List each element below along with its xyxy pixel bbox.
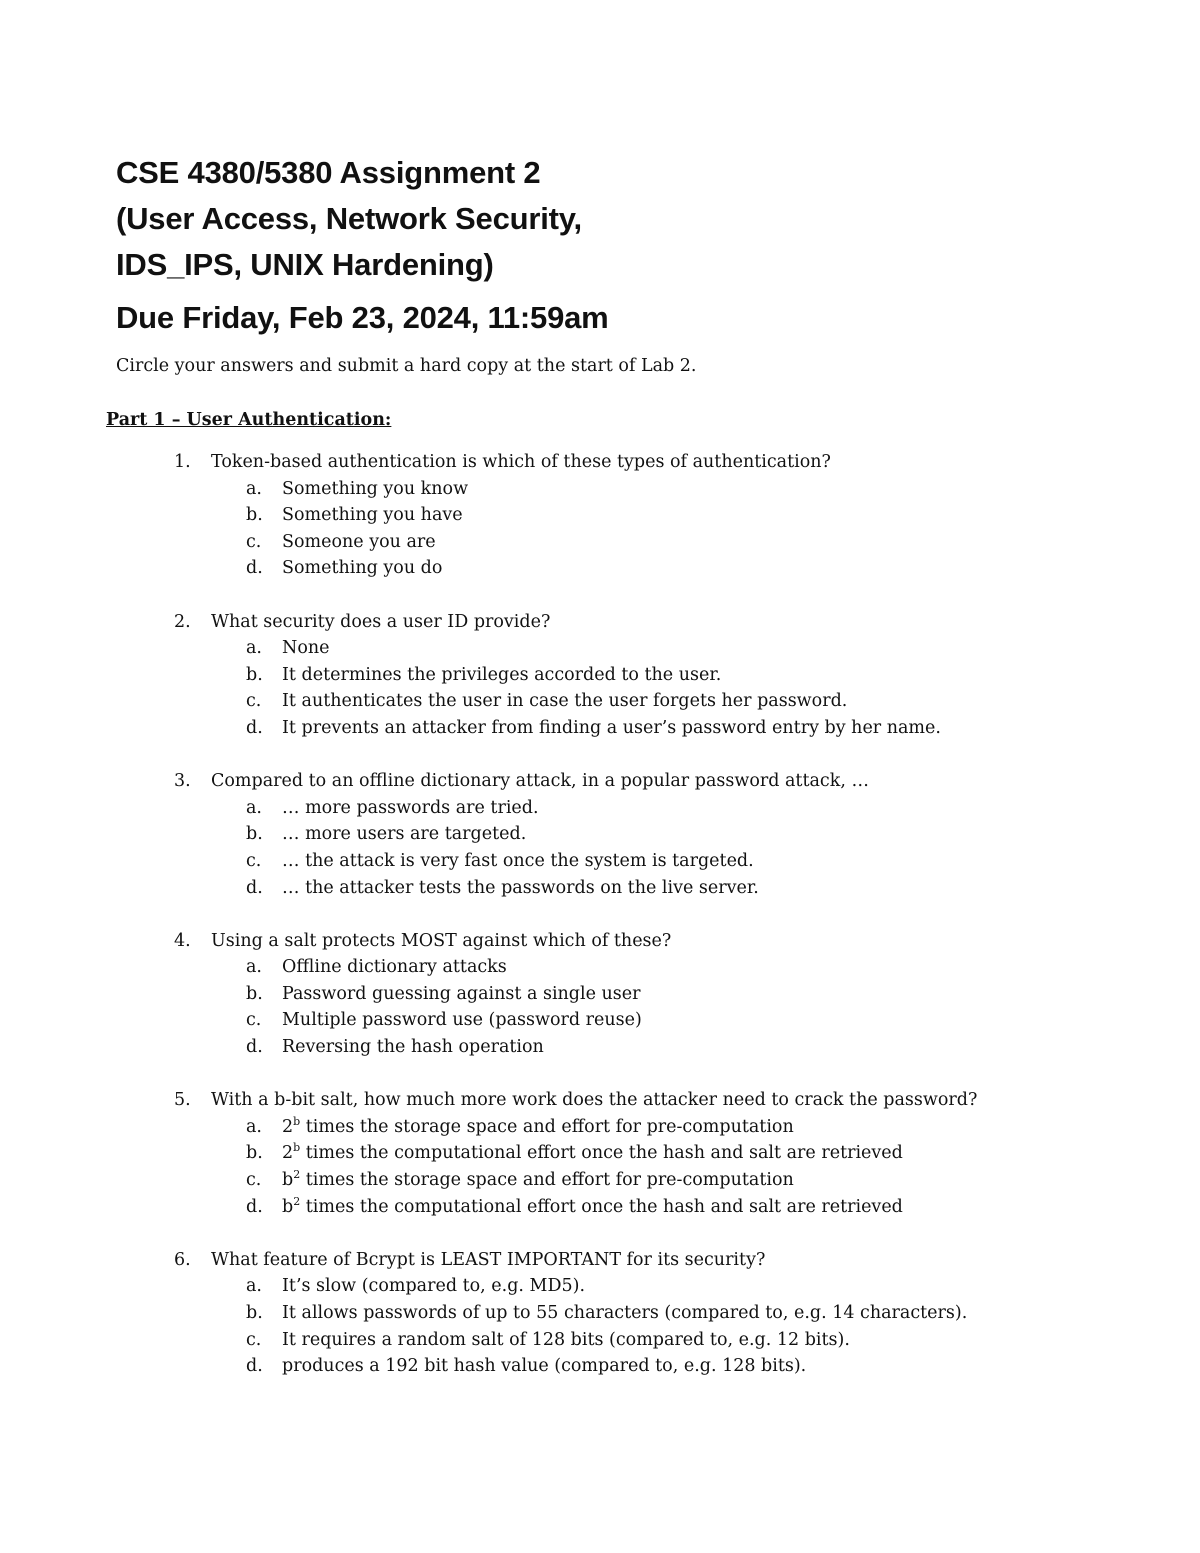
option-letter: a.	[246, 1116, 262, 1137]
option-text: … more passwords are tried.	[282, 797, 539, 818]
option-text: Multiple password use (password reuse)	[282, 1010, 642, 1031]
option-text: It prevents an attacker from finding a user’s password entry by her name.	[282, 717, 941, 738]
option-letter: a.	[246, 797, 262, 818]
exponent: b	[293, 1114, 301, 1128]
exponent: b	[293, 1141, 301, 1155]
question-number: 1.	[174, 452, 191, 472]
question-5	[0, 1087, 1200, 1220]
option-text: It requires a random salt of 128 bits (compared to, e.g. 12 bits).	[282, 1329, 850, 1350]
answer-option-d[interactable]	[0, 555, 1200, 582]
exponent: 2	[293, 1168, 301, 1182]
question-text: Compared to an offline dictionary attack, in a popular password attack, …	[211, 771, 869, 792]
option-text	[282, 1167, 794, 1194]
option-text: None	[282, 638, 330, 659]
question-row	[0, 449, 1200, 476]
option-letter: b.	[246, 1143, 263, 1164]
answer-option-b[interactable]	[0, 502, 1200, 529]
option-letter: b.	[246, 505, 263, 526]
answer-option-b[interactable]	[0, 981, 1200, 1008]
option-letter: d.	[246, 558, 263, 579]
question-number: 4.	[174, 930, 191, 951]
option-text: It’s slow (compared to, e.g. MD5).	[282, 1276, 586, 1297]
option-remainder: times the computational effort once the hash and salt are retrieved	[300, 1196, 903, 1217]
question-row	[0, 1087, 1200, 1114]
option-text: … the attack is very fast once the system is targeted.	[282, 850, 754, 871]
option-text: produces a 192 bit hash value (compared to, e.g. 128 bits).	[282, 1356, 807, 1377]
answer-option-c[interactable]	[0, 1327, 1200, 1354]
section-heading: Part 1 – User Authentication:	[106, 410, 392, 430]
answer-option-b[interactable]	[0, 662, 1200, 689]
option-text: It determines the privileges accorded to the user.	[282, 664, 722, 685]
option-remainder: times the computational effort once the hash and salt are retrieved	[300, 1143, 903, 1164]
exponent: 2	[293, 1194, 301, 1208]
question-text: With a b-bit salt, how much more work does the attacker need to crack the password?	[211, 1090, 978, 1111]
option-text: Offline dictionary attacks	[282, 957, 507, 978]
option-remainder: times the storage space and effort for pre-computation	[300, 1170, 794, 1191]
option-letter: a.	[246, 957, 262, 978]
question-1	[0, 449, 1200, 582]
question-row	[0, 609, 1200, 636]
option-text: It allows passwords of up to 55 characters (compared to, e.g. 14 characters).	[282, 1303, 968, 1323]
option-text	[282, 1114, 794, 1141]
option-text: It authenticates the user in case the user forgets her password.	[282, 691, 848, 712]
option-letter: a.	[246, 478, 262, 499]
question-list	[0, 449, 1200, 1406]
instructions-text: Circle your answers and submit a hard copy at the start of Lab 2.	[116, 356, 697, 376]
answer-option-c[interactable]	[0, 1007, 1200, 1034]
exponent-base: b	[282, 1170, 294, 1191]
option-text: Something you know	[282, 478, 469, 499]
title-line-3: IDS_IPS, UNIX Hardening)	[116, 247, 494, 282]
question-number: 2.	[174, 611, 191, 632]
answer-option-c[interactable]	[0, 688, 1200, 715]
option-letter: a.	[246, 1276, 262, 1297]
answer-option-c[interactable]	[0, 1167, 1200, 1194]
exponent-base: 2	[282, 1116, 294, 1137]
answer-option-a[interactable]	[0, 954, 1200, 981]
answer-option-d[interactable]	[0, 1353, 1200, 1380]
question-row	[0, 928, 1200, 955]
document-title	[116, 150, 1116, 341]
option-letter: a.	[246, 638, 262, 659]
answer-option-a[interactable]	[0, 635, 1200, 662]
option-letter: d.	[246, 717, 263, 738]
option-letter: b.	[246, 983, 263, 1004]
question-text: What feature of Bcrypt is LEAST IMPORTANT for its security?	[211, 1249, 766, 1270]
option-text: … the attacker tests the passwords on the live server.	[282, 877, 759, 898]
answer-option-d[interactable]	[0, 1194, 1200, 1221]
answer-option-b[interactable]	[0, 1300, 1200, 1327]
option-text: Password guessing against a single user	[282, 983, 641, 1004]
question-2	[0, 609, 1200, 742]
answer-option-c[interactable]	[0, 529, 1200, 556]
option-text	[282, 1140, 903, 1167]
option-letter: c.	[246, 850, 262, 871]
option-letter: d.	[246, 1037, 263, 1058]
option-text: … more users are targeted.	[282, 824, 527, 845]
answer-option-a[interactable]	[0, 476, 1200, 503]
answer-option-d[interactable]	[0, 1034, 1200, 1061]
option-remainder: times the storage space and effort for pre-computation	[300, 1116, 794, 1137]
answer-option-b[interactable]	[0, 821, 1200, 848]
title-line-2: (User Access, Network Security,	[116, 201, 582, 236]
answer-option-c[interactable]	[0, 848, 1200, 875]
title-line-1: CSE 4380/5380 Assignment 2	[116, 155, 541, 190]
option-letter: c.	[246, 1329, 262, 1350]
option-text: Something you have	[282, 505, 463, 526]
option-letter: c.	[246, 1170, 262, 1191]
option-text	[282, 1194, 903, 1221]
question-text: Using a salt protects MOST against which of these?	[211, 930, 672, 951]
question-4	[0, 928, 1200, 1061]
option-letter: c.	[246, 531, 262, 552]
option-letter: b.	[246, 824, 263, 845]
question-number: 6.	[174, 1249, 191, 1270]
question-text: Token-based authentication is which of these types of authentication?	[211, 452, 831, 472]
option-letter: c.	[246, 1010, 262, 1031]
question-number: 3.	[174, 771, 191, 792]
option-letter: c.	[246, 691, 262, 712]
due-date: Due Friday, Feb 23, 2024, 11:59am	[116, 300, 609, 335]
option-text: Something you do	[282, 558, 443, 579]
answer-option-d[interactable]	[0, 875, 1200, 902]
option-letter: d.	[246, 877, 263, 898]
answer-option-b[interactable]	[0, 1140, 1200, 1167]
option-letter: b.	[246, 664, 263, 685]
option-letter: b.	[246, 1303, 263, 1323]
question-row	[0, 768, 1200, 795]
option-text: Someone you are	[282, 531, 436, 552]
answer-option-a[interactable]	[0, 795, 1200, 822]
question-text: What security does a user ID provide?	[211, 611, 551, 632]
exponent-base: b	[282, 1196, 294, 1217]
answer-option-a[interactable]	[0, 1273, 1200, 1300]
question-3	[0, 768, 1200, 901]
question-row	[0, 1247, 1200, 1274]
answer-option-a[interactable]	[0, 1114, 1200, 1141]
question-6	[0, 1247, 1200, 1380]
option-letter: d.	[246, 1196, 263, 1217]
exponent-base: 2	[282, 1143, 294, 1164]
option-text: Reversing the hash operation	[282, 1037, 544, 1058]
answer-option-d[interactable]	[0, 715, 1200, 742]
option-letter: d.	[246, 1356, 263, 1377]
question-number: 5.	[174, 1090, 191, 1111]
